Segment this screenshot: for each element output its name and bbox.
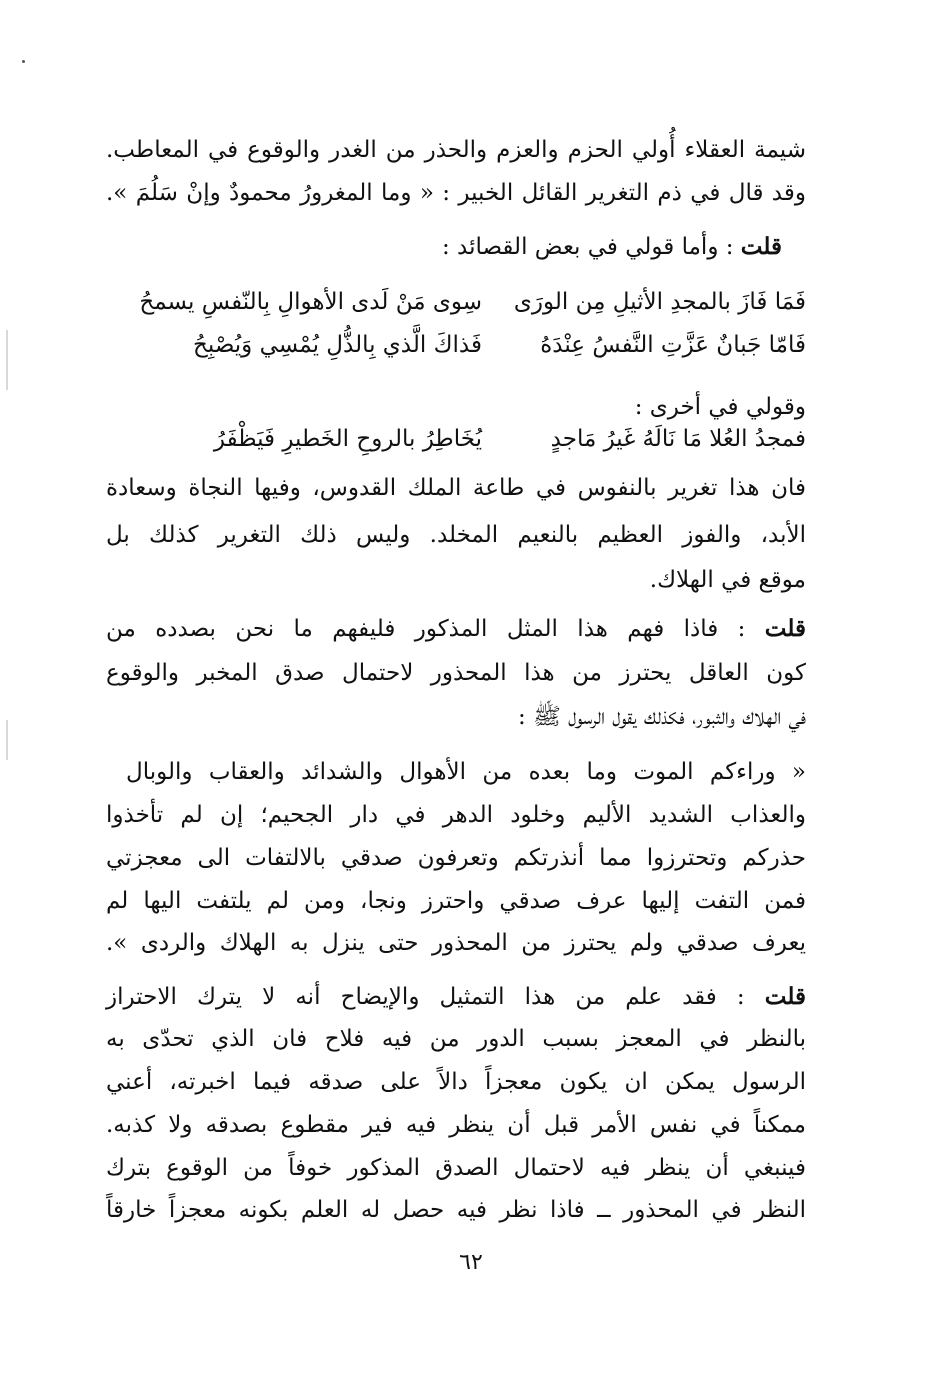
text-line bbox=[106, 614, 806, 644]
text-line bbox=[106, 982, 806, 1012]
text-line: ممكناً في نفس الأمر قبل أن ينظر فيه فير مقطوع بصدقه ولا كذبه. bbox=[106, 1112, 806, 1138]
scan-margin-mark bbox=[6, 720, 8, 760]
verse-hemistich: فمجدُ العُلا مَا نَالَهُ غَيرُ مَاجدٍ bbox=[550, 426, 806, 452]
text-line: النظر في المحذور ــ فاذا نظر فيه حصل له العلم بكونه معجزاً خارقاً bbox=[106, 1197, 806, 1223]
qultu-keyword: قلت bbox=[764, 615, 806, 642]
text-line: وقولي في أخرى : bbox=[634, 394, 806, 420]
text-line: بالنظر في المعجز بسبب الدور من فيه فلاح فان الذي تحدّى به bbox=[106, 1026, 806, 1052]
text-line bbox=[442, 232, 782, 262]
verse-hemistich: فَذاكَ الَّذي بِالذُّلِ يُمْسِي وَيُصْبِحُ bbox=[193, 332, 482, 358]
scan-speck bbox=[22, 60, 25, 63]
text-line: يعرف صدقي ولم يحترز من المحذور حتى ينزل به الهلاك والردى ». bbox=[106, 930, 806, 956]
text-line: موقع في الهلاك. bbox=[649, 567, 806, 593]
text-line: والعذاب الشديد الأليم وخلود الدهر في دار الجحيم؛ إن لم تأخذوا bbox=[106, 802, 806, 828]
verse-hemistich: يُخَاطِرُ بالروحِ الخَطيرِ فَيَظْفَرُ bbox=[213, 426, 482, 452]
text-line: حذركم وتحترزوا مما أنذرتكم وتعرفون صدقي بالالتفات الى معجزتي bbox=[106, 845, 806, 871]
verse-hemistich: سِوى مَنْ لَدى الأهوالِ بِالنّفسِ يسمحُ bbox=[139, 289, 482, 315]
text-line: شيمة العقلاء أُولي الحزم والعزم والحذر من الغدر والوقوع في المعاطب. bbox=[106, 137, 806, 163]
line-text: : وأما قولي في بعض القصائد : bbox=[441, 234, 734, 260]
text-line: كون العاقل يحترز من هذا المحذور لاحتمال صدق المخبر والوقوع bbox=[106, 660, 806, 686]
text-line: في الهلاك والثبور، فكذلك يقول الرسول ﷺ : bbox=[518, 704, 806, 730]
page-number: ٦٢ bbox=[459, 1250, 483, 1275]
text-line: فينبغي أن ينظر فيه لاحتمال الصدق المذكور خوفاً من الوقوع بترك bbox=[106, 1155, 806, 1181]
text-line: فمن التفت إليها عرف صدقي واحترز ونجا، ومن لم يلتفت اليها لم bbox=[106, 888, 806, 914]
verse-hemistich: فَامّا جَبانٌ عَزَّتِ النَّفسُ عِنْدَهُ bbox=[540, 332, 806, 358]
scan-margin-mark bbox=[6, 330, 8, 390]
qultu-keyword: قلت bbox=[740, 233, 782, 260]
line-text: : فاذا فهم هذا المثل المذكور فليفهم ما نحن بصدده من bbox=[106, 616, 746, 642]
verse-hemistich: فَمَا فَازَ بالمجدِ الأثيلِ مِن الورَى bbox=[513, 289, 806, 315]
text-line: الرسول يمكن ان يكون معجزاً دالاً على صدقه فيما اخبرته، أعني bbox=[106, 1069, 806, 1095]
line-text: : فقد علم من هذا التمثيل والإيضاح أنه لا يترك الاحتراز bbox=[106, 984, 745, 1010]
text-line: « وراءكم الموت وما بعده من الأهوال والشدائد والعقاب والوبال bbox=[126, 759, 806, 785]
text-line: وقد قال في ذم التغرير القائل الخبير : « وما المغرورُ محمودٌ وإنْ سَلُمَ ». bbox=[106, 180, 806, 206]
text-line: الأبد، والفوز العظيم بالنعيم المخلد. وليس ذلك التغرير كذلك بل bbox=[106, 522, 806, 548]
qultu-keyword: قلت bbox=[764, 983, 806, 1010]
text-line: فان هذا تغرير بالنفوس في طاعة الملك القدوس، وفيها النجاة وسعادة bbox=[106, 475, 806, 501]
